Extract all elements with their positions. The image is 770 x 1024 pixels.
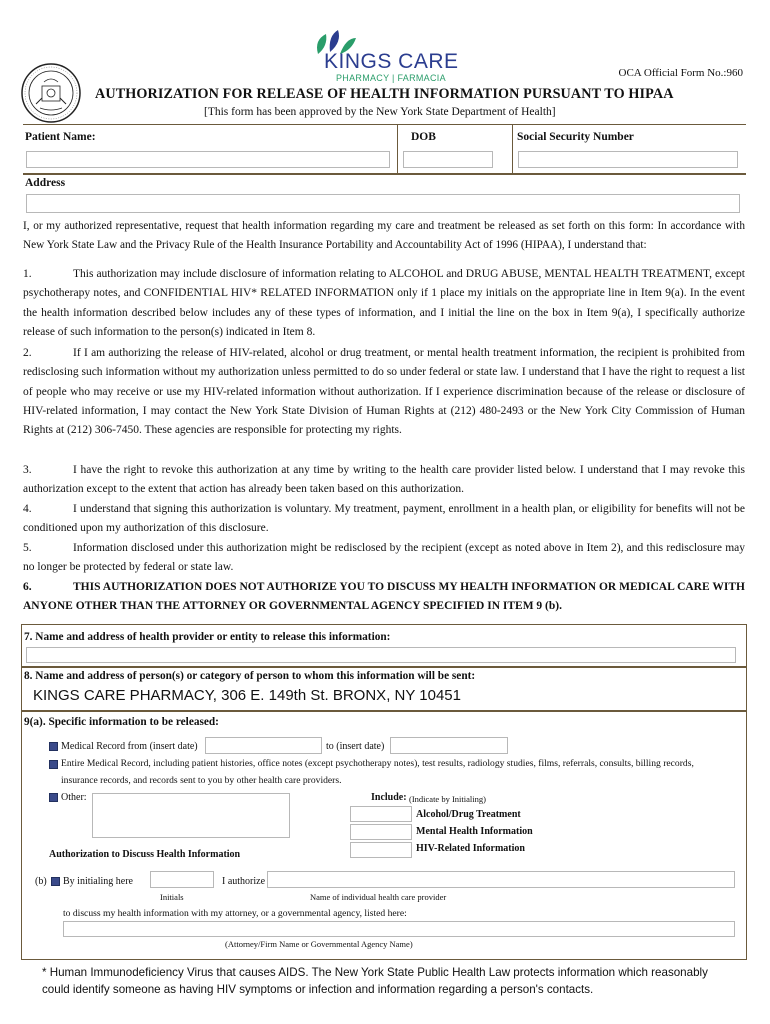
by-initialing-label: By initialing here: [63, 876, 133, 887]
item-3: 3. I have the right to revoke this authorization at any time by writing to the health care provider listed below. I understand that I may revoke this authorization except to the extent that action has already been taken based on this authorization.: [23, 464, 745, 496]
patient-name-field[interactable]: [26, 151, 390, 168]
attorney-field[interactable]: [63, 921, 735, 937]
state-seal-icon: [20, 62, 82, 124]
ssn-field[interactable]: [518, 151, 738, 168]
section7-label: 7. Name and address of health provider or entity to release this information:: [24, 631, 391, 643]
initialing-checkbox[interactable]: [51, 877, 60, 886]
other-checkbox[interactable]: [49, 793, 58, 802]
dob-field[interactable]: [403, 151, 493, 168]
logo-tagline: PHARMACY | FARMACIA: [336, 73, 446, 83]
item-6: 6. THIS AUTHORIZATION DOES NOT AUTHORIZE YOU TO DISCUSS MY HEALTH INFORMATION OR MEDICAL CARE WITH ANYONE OTHER THAN THE ATTORNEY OR GOVERNMENTAL AGENCY SPECIFIED IN ITEM 9 (b).: [23, 581, 745, 613]
hiv-footnote: * Human Immunodeficiency Virus that causes AIDS. The New York State Public Health Law protects information which reasonably could identify someone as having HIV symptoms or infection and information regarding a person's contacts.: [42, 966, 708, 996]
item-5: 5. Information disclosed under this authorization might be redisclosed by the recipient (except as noted above in Item 2), and this redisclosure may no longer be protected by federal or state law.: [23, 542, 745, 574]
item-4: 4. I understand that signing this authorization is voluntary. My treatment, payment, enrollment in a health plan, or eligibility for benefits will not be conditioned upon my authorization of this disclosure.: [23, 503, 745, 535]
hiv-initial-field[interactable]: [350, 842, 412, 858]
ssn-label: Social Security Number: [517, 131, 634, 143]
other-field[interactable]: [92, 793, 290, 838]
entire-record-text: Entire Medical Record, including patient histories, office notes (except psychotherapy notes), test results, radiology studies, films, referrals, consults, billing records,: [61, 758, 694, 769]
logo-name: KINGS CARE: [324, 50, 459, 73]
section8-label: 8. Name and address of person(s) or category of person to whom this information will be sent:: [24, 670, 476, 682]
address-label: Address: [25, 177, 66, 189]
from-date-field[interactable]: [205, 737, 322, 754]
section9a-label: 9(a). Specific information to be released:: [24, 716, 219, 728]
auth-discuss-label: Authorization to Discuss Health Information: [49, 849, 241, 860]
to-date-label: to (insert date): [326, 741, 385, 752]
item-1: 1. This authorization may include disclosure of information relating to ALCOHOL and DRUG ABUSE, MENTAL HEALTH TREATMENT, except psychotherapy notes, and CONFIDENTIAL HIV* RELATED INFORMATION only if 1 place my initials on the appropriate line in Item 9(a). In the event the health information described below includes any of these types of information, and I initial the line on the box in Item 9(a), I specifically authorize release of such information to the person(s) indicated in Item 8.: [23, 268, 745, 338]
mental-label: Mental Health Information: [416, 826, 533, 837]
i-authorize-label: I authorize: [222, 876, 266, 887]
patient-name-label: Patient Name:: [25, 131, 96, 143]
alcohol-label: Alcohol/Drug Treatment: [416, 809, 521, 820]
provider-name-field[interactable]: [267, 871, 735, 888]
initials-caption: Initials: [160, 892, 184, 902]
entire-record-text-2: insurance records, and records sent to you by other health care providers.: [61, 775, 342, 786]
to-date-field[interactable]: [390, 737, 508, 754]
medical-record-from-label: Medical Record from (insert date): [61, 741, 198, 752]
other-label: Other:: [61, 792, 87, 803]
page-subtitle: [This form has been approved by the New York State Department of Health]: [204, 106, 556, 118]
kings-care-logo: [306, 30, 466, 83]
intro-paragraph: I, or my authorized representative, request that health information regarding my care and treatment be released as set forth on this form: In accordance with New York State Law and the Privacy Rule of the Health Insurance Portability and Accountability Act of 1996 (HIPAA), I understand that:: [23, 220, 745, 251]
page-title: AUTHORIZATION FOR RELEASE OF HEALTH INFORMATION PURSUANT TO HIPAA: [95, 86, 674, 102]
provider-caption: Name of individual health care provider: [310, 892, 447, 902]
medical-record-checkbox[interactable]: [49, 742, 58, 751]
item-2: 2. If I am authorizing the release of HIV-related, alcohol or drug treatment, or mental health treatment information, the recipient is prohibited from redisclosing such information without my authorization unless permitted to do so under federal or state law. I understand that I have the right to request a list of people who may receive or use my HIV-related information without authorization. If I experience discrimination because of the release or disclosure of HIV-related information, I may contact the New York State Division of Human Rights at (212) 480-2493 or the New York City Commission of Human Rights at (212) 306-7450. These agencies are responsible for protecting my rights.: [23, 347, 745, 437]
section8-value[interactable]: KINGS CARE PHARMACY, 306 E. 149th St. BRONX, NY 10451: [33, 687, 461, 704]
include-note: (Indicate by Initialing): [409, 794, 486, 804]
entire-record-checkbox[interactable]: [49, 760, 58, 769]
hiv-label: HIV-Related Information: [416, 843, 525, 854]
section9b-prefix: (b): [35, 876, 47, 887]
section7-field[interactable]: [26, 647, 736, 663]
attorney-caption: (Attorney/Firm Name or Governmental Agency Name): [225, 939, 413, 949]
include-label: Include:: [371, 792, 407, 803]
alcohol-initial-field[interactable]: [350, 806, 412, 822]
address-field[interactable]: [26, 194, 740, 213]
initials-field[interactable]: [150, 871, 214, 888]
mental-initial-field[interactable]: [350, 824, 412, 840]
form-number: OCA Official Form No.:960: [618, 67, 743, 79]
discuss-line: to discuss my health information with my attorney, or a governmental agency, listed here:: [63, 908, 407, 919]
dob-label: DOB: [411, 131, 436, 143]
